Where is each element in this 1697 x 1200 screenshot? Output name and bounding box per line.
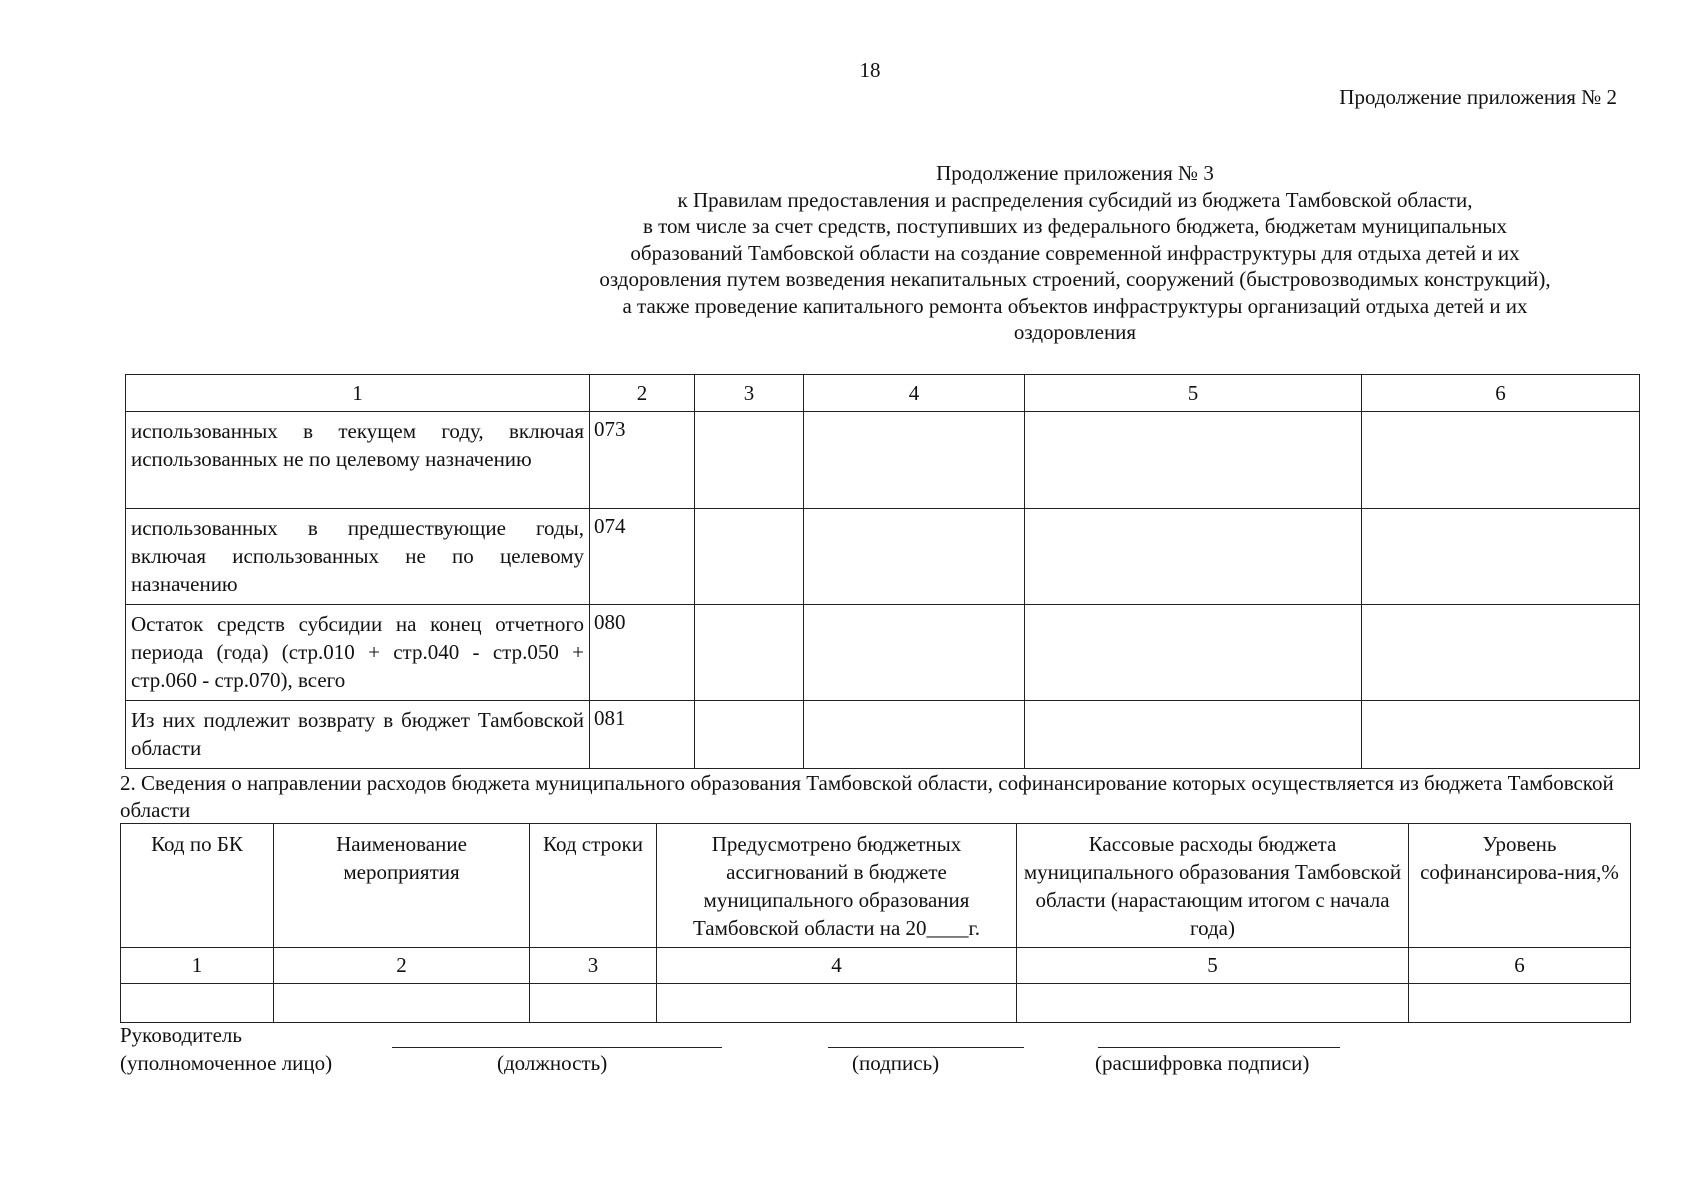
table-row xyxy=(126,701,1640,769)
expenditure-table xyxy=(120,823,1631,1023)
header-line: оздоровления путем возведения некапитальных строений, сооружений (быстровозводимых конструкций), xyxy=(599,267,1551,291)
value-cell[interactable] xyxy=(1025,509,1362,605)
row-label: Остаток средств субсидии на конец отчетного периода (года) (стр.010 + стр.040 - стр.050 + стр.060 - стр.070), всего xyxy=(126,605,590,701)
column-number: 3 xyxy=(530,948,657,984)
value-cell[interactable] xyxy=(804,412,1025,509)
appendix-2-continuation: Продолжение приложения № 2 xyxy=(1339,85,1617,109)
table-row xyxy=(126,509,1640,605)
value-cell[interactable] xyxy=(1025,701,1362,769)
column-number: 5 xyxy=(1017,948,1409,984)
signature-decode-line[interactable] xyxy=(1098,1047,1340,1048)
row-code: 074 xyxy=(590,509,695,605)
column-number: 4 xyxy=(657,948,1017,984)
header-bk-code: Код по БК xyxy=(121,824,274,948)
header-event-name: Наименование мероприятия xyxy=(274,824,530,948)
header-cash-expenses: Кассовые расходы бюджета муниципального образования Тамбовской области (нарастающим итогом с начала года) xyxy=(1017,824,1409,948)
header-line: оздоровления xyxy=(1013,320,1137,344)
value-cell[interactable] xyxy=(274,984,530,1023)
value-cell[interactable] xyxy=(1362,412,1640,509)
position-caption: (должность) xyxy=(497,1051,608,1075)
column-number: 3 xyxy=(695,375,804,412)
signature-authorized-label: (уполномоченное лицо) xyxy=(120,1051,333,1075)
value-cell[interactable] xyxy=(695,509,804,605)
value-cell[interactable] xyxy=(695,701,804,769)
column-number: 1 xyxy=(121,948,274,984)
value-cell[interactable] xyxy=(1025,605,1362,701)
column-number: 2 xyxy=(590,375,695,412)
page-number: 18 xyxy=(859,58,881,82)
header-line: к Правилам предоставления и распределения субсидий из бюджета Тамбовской области, xyxy=(677,187,1473,212)
value-cell[interactable] xyxy=(530,984,657,1023)
row-code: 080 xyxy=(590,605,695,701)
position-signature-line[interactable] xyxy=(392,1047,722,1048)
header-cofinancing-level: Уровень софинансирова-ния,% xyxy=(1409,824,1631,948)
column-number: 1 xyxy=(126,375,590,412)
section-2-title: 2. Сведения о направлении расходов бюджета муниципального образования Тамбовской области, софинансирование которых осуществляется из бюджета Тамбовской области xyxy=(120,771,1614,822)
row-label: Из них подлежит возврату в бюджет Тамбовской области xyxy=(126,701,590,769)
column-number: 4 xyxy=(804,375,1025,412)
signature-decode-caption: (расшифровка подписи) xyxy=(1095,1051,1310,1075)
value-cell[interactable] xyxy=(1025,412,1362,509)
row-label: использованных в текущем году, включая использованных не по целевому назначению xyxy=(126,412,590,509)
header-row-code: Код строки xyxy=(530,824,657,948)
column-number-row xyxy=(121,948,1631,984)
signature-head-label: Руководитель xyxy=(120,1023,242,1047)
signature-caption: (подпись) xyxy=(852,1051,940,1075)
column-number: 2 xyxy=(274,948,530,984)
header-line: образований Тамбовской области на создание современной инфраструктуры для отдыха детей и их xyxy=(630,240,1520,265)
value-cell[interactable] xyxy=(804,701,1025,769)
value-cell[interactable] xyxy=(1017,984,1409,1023)
value-cell[interactable] xyxy=(1362,509,1640,605)
header-planned-allocations: Предусмотрено бюджетных ассигнований в бюджете муниципального образования Тамбовской области на 20____г. xyxy=(657,824,1017,948)
header-line: а также проведение капитального ремонта объектов инфраструктуры организаций отдыха детей и их xyxy=(622,293,1528,318)
value-cell[interactable] xyxy=(657,984,1017,1023)
column-number: 6 xyxy=(1362,375,1640,412)
signature-line[interactable] xyxy=(828,1047,1024,1048)
header-line: Продолжение приложения № 3 xyxy=(936,161,1214,185)
table-row xyxy=(121,984,1631,1023)
value-cell[interactable] xyxy=(695,412,804,509)
row-code: 081 xyxy=(590,701,695,769)
value-cell[interactable] xyxy=(695,605,804,701)
table-row xyxy=(126,412,1640,509)
value-cell[interactable] xyxy=(121,984,274,1023)
value-cell[interactable] xyxy=(1362,605,1640,701)
report-table-continuation xyxy=(125,374,1640,769)
appendix-3-header xyxy=(510,160,1640,346)
column-number: 5 xyxy=(1025,375,1362,412)
header-line: в том числе за счет средств, поступивших из федерального бюджета, бюджетам муниципальных xyxy=(642,214,1508,238)
column-number-row xyxy=(126,375,1640,412)
value-cell[interactable] xyxy=(1409,984,1631,1023)
row-label: использованных в предшествующие годы, включая использованных не по целевому назначению xyxy=(126,509,590,605)
column-number: 6 xyxy=(1409,948,1631,984)
value-cell[interactable] xyxy=(804,509,1025,605)
value-cell[interactable] xyxy=(804,605,1025,701)
value-cell[interactable] xyxy=(1362,701,1640,769)
header-row xyxy=(121,824,1631,948)
table-row xyxy=(126,605,1640,701)
row-code: 073 xyxy=(590,412,695,509)
